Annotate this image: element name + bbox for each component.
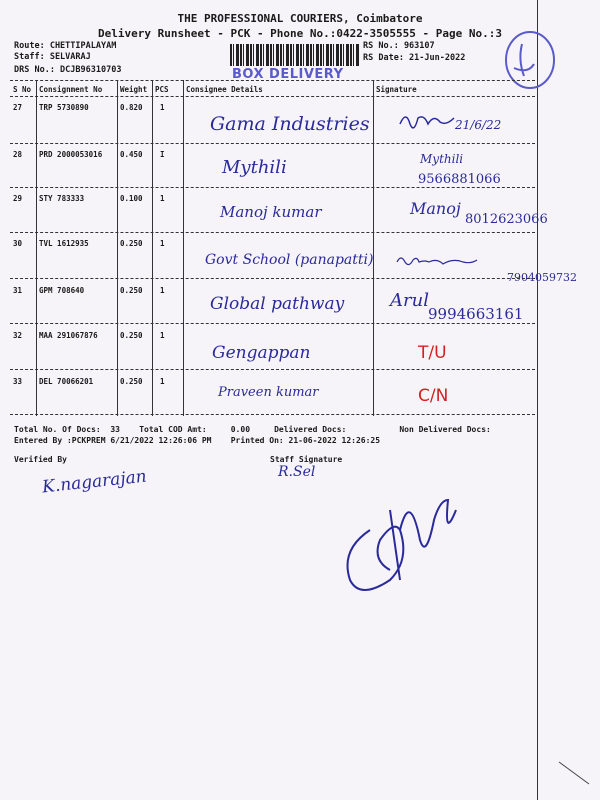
row-divider (10, 323, 535, 324)
row-consignment: TVL 1612935 (39, 239, 89, 248)
verified-signature: K.nagarajan (41, 466, 148, 498)
entered-printed-line: Entered By :PCKPREM 6/21/2022 12:26:06 PM Printed On: 21-06-2022 12:26:25 (14, 436, 381, 445)
row-consignee-handwritten: Gama Industries (210, 113, 370, 135)
totals-line: Total No. Of Docs: 33 Total COD Amt: 0.00 Delivered Docs: Non Delivered Docs: (14, 425, 491, 434)
row-consignment: STY 783333 (39, 194, 85, 203)
row-weight: 0.250 (120, 286, 143, 295)
col-header-consignment: Consignment No (39, 85, 103, 94)
route-label: Route: CHETTIPALAYAM (14, 41, 117, 51)
row-pcs: I (160, 150, 165, 159)
row-signature: Manoj (410, 199, 461, 218)
row-signature-phone: 9566881066 (418, 172, 501, 187)
col-divider (36, 80, 37, 416)
company-title: THE PROFESSIONAL COURIERS, Coimbatore (177, 12, 423, 25)
col-divider (117, 80, 118, 416)
row-pcs: 1 (160, 331, 165, 340)
staff-label: Staff: SELVARAJ (14, 52, 91, 62)
row-consignee-handwritten: Praveen kumar (218, 385, 319, 400)
corner-mark (555, 758, 595, 788)
row-divider (10, 369, 535, 370)
runsheet-subtitle: Delivery Runsheet - PCK - Phone No.:0422-3505555 - Page No.:3 (98, 27, 502, 40)
row-signature-phone: 8012623066 (465, 212, 548, 227)
signature-scribble (398, 110, 458, 132)
row-weight: 0.250 (120, 331, 143, 340)
rs-date: RS Date: 21-Jun-2022 (363, 53, 466, 63)
col-divider (152, 80, 153, 416)
row-divider (10, 414, 535, 415)
drs-number: DRS No.: DCJB96310703 (14, 65, 122, 75)
row-consignee-handwritten: Govt School (panapatti) (205, 252, 374, 268)
barcode (230, 44, 360, 66)
row-consignment: TRP 5730890 (39, 103, 89, 112)
row-consignment: PRD 2000053016 (39, 150, 103, 159)
row-weight: 0.250 (120, 239, 143, 248)
col-divider (373, 80, 374, 416)
col-header-pcs: PCS (155, 85, 169, 94)
verified-by-label: Verified By (14, 455, 67, 464)
row-consignee-handwritten: Global pathway (210, 294, 345, 314)
row-signature: 21/6/22 (455, 118, 502, 132)
right-margin-line (537, 0, 538, 800)
row-consignment: DEL 70066201 (39, 377, 94, 386)
row-divider (10, 278, 535, 279)
row-pcs: 1 (160, 239, 165, 248)
table-top-line (10, 80, 535, 81)
large-signature-scribble (330, 470, 460, 600)
row-weight: 0.100 (120, 194, 143, 203)
row-pcs: 1 (160, 377, 165, 386)
row-consignee-handwritten: Gengappan (212, 343, 311, 363)
row-divider (10, 232, 535, 233)
row-consignment: MAA 291067876 (39, 331, 98, 340)
row-weight: 0.250 (120, 377, 143, 386)
col-header-weight: Weight (120, 85, 148, 94)
row-divider (10, 143, 535, 144)
staff-signature-label: Staff Signature (270, 455, 343, 464)
row-sno: 28 (13, 150, 23, 159)
row-sno: 30 (13, 239, 23, 248)
table-header-line (10, 96, 535, 97)
row-signature: Arul (390, 290, 429, 311)
row-divider (10, 187, 535, 188)
rs-number: RS No.: 963107 (363, 41, 435, 51)
round-stamp-icon (500, 28, 560, 92)
row-signature-phone: 9994663161 (428, 305, 524, 323)
row-consignee-handwritten: Mythili (222, 157, 287, 178)
row-consignee-handwritten: Manoj kumar (220, 203, 322, 221)
col-header-consignee: Consignee Details (186, 85, 263, 94)
row-weight: 0.820 (120, 103, 143, 112)
box-delivery-stamp: BOX DELIVERY (232, 67, 344, 82)
row-signature-phone: 7904059732 (507, 271, 577, 284)
row-sno: 31 (13, 286, 23, 295)
row-signature-status: T/U (418, 343, 447, 363)
row-sno: 33 (13, 377, 23, 386)
row-signature-status: C/N (418, 386, 449, 406)
row-sno: 32 (13, 331, 23, 340)
row-consignment: GPM 708640 (39, 286, 85, 295)
signature-scribble (395, 252, 495, 270)
col-header-sno: S No (13, 85, 32, 94)
row-pcs: 1 (160, 103, 165, 112)
staff-signature: R.Sel (278, 464, 316, 480)
row-sno: 29 (13, 194, 23, 203)
row-pcs: 1 (160, 286, 165, 295)
col-divider (183, 80, 184, 416)
row-pcs: 1 (160, 194, 165, 203)
row-signature: Mythili (420, 152, 464, 166)
row-weight: 0.450 (120, 150, 143, 159)
row-sno: 27 (13, 103, 23, 112)
col-header-signature: Signature (376, 85, 417, 94)
